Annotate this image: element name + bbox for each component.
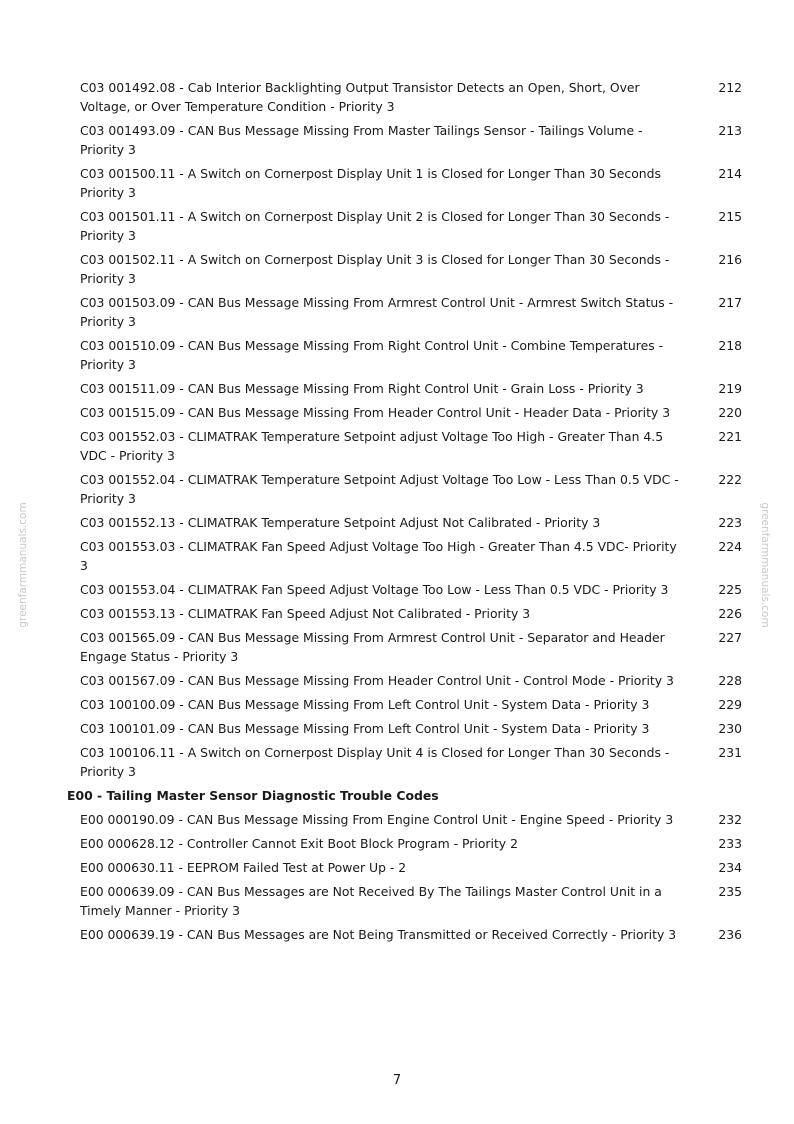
toc-entry-page[interactable]: 231 [718, 745, 742, 760]
toc-entry[interactable] [80, 78, 742, 116]
toc-entry[interactable] [80, 250, 742, 288]
toc-entry[interactable] [80, 882, 742, 920]
toc-entry-page[interactable]: 220 [718, 405, 742, 420]
toc-entry[interactable] [80, 810, 742, 829]
watermark-right: greenfarmmanuals.com [759, 502, 771, 628]
toc-entry[interactable] [80, 537, 742, 575]
toc-entry[interactable] [80, 925, 742, 944]
toc-entry-title[interactable]: C03 001552.03 - CLIMATRAK Temperature Setpoint adjust Voltage Too High - Greater Than 4.5 VDC - Priority 3 [80, 429, 664, 463]
toc-entry-page[interactable]: 226 [718, 606, 742, 621]
toc-entry-page[interactable]: 235 [718, 884, 742, 899]
toc-entry[interactable] [80, 671, 742, 690]
toc-entry-page[interactable]: 223 [718, 515, 742, 530]
toc-entry[interactable] [80, 628, 742, 666]
toc-entry-title[interactable]: E00 000630.11 - EEPROM Failed Test at Power Up - 2 [80, 860, 407, 875]
toc-entry[interactable] [80, 513, 742, 532]
toc-entry-title[interactable]: C03 001493.09 - CAN Bus Message Missing From Master Tailings Sensor - Tailings Volume - Priority 3 [80, 123, 643, 157]
toc-entry-title[interactable]: C03 001552.04 - CLIMATRAK Temperature Setpoint Adjust Voltage Too Low - Less Than 0.5 VDC - Priority 3 [80, 472, 679, 506]
toc-entry-page[interactable]: 215 [718, 209, 742, 224]
toc-entry[interactable] [80, 470, 742, 508]
toc-entry-page[interactable]: 234 [718, 860, 742, 875]
toc-entry-page[interactable]: 213 [718, 123, 742, 138]
toc-entry[interactable] [80, 403, 742, 422]
toc-entry[interactable] [80, 379, 742, 398]
toc-entry-title[interactable]: E00 000639.19 - CAN Bus Messages are Not Being Transmitted or Received Correctly - Priority 3 [80, 927, 677, 942]
toc-entry-title[interactable]: C03 100100.09 - CAN Bus Message Missing From Left Control Unit - System Data - Priority 3 [80, 697, 650, 712]
watermark-left: greenfarmmanuals.com [17, 502, 29, 628]
toc-entry-page[interactable]: 216 [718, 252, 742, 267]
toc-entry[interactable] [80, 604, 742, 623]
toc-entry[interactable] [80, 858, 742, 877]
toc-entry[interactable] [80, 695, 742, 714]
toc-entry[interactable] [80, 293, 742, 331]
toc-entry-title[interactable]: C03 001511.09 - CAN Bus Message Missing From Right Control Unit - Grain Loss - Priority 3 [80, 381, 644, 396]
toc-entry-title[interactable]: C03 001501.11 - A Switch on Cornerpost Display Unit 2 is Closed for Longer Than 30 Seconds - Priority 3 [80, 209, 670, 243]
toc-entry-page[interactable]: 225 [718, 582, 742, 597]
toc-entry-title[interactable]: C03 001515.09 - CAN Bus Message Missing From Header Control Unit - Header Data - Priority 3 [80, 405, 671, 420]
toc-entry-title[interactable]: C03 001492.08 - Cab Interior Backlighting Output Transistor Detects an Open, Short, Over Voltage, or Over Temperature Condition - Priority 3 [80, 80, 640, 114]
toc-entry-page[interactable]: 221 [718, 429, 742, 444]
toc-entry-title[interactable]: C03 100106.11 - A Switch on Cornerpost Display Unit 4 is Closed for Longer Than 30 Seconds - Priority 3 [80, 745, 670, 779]
toc-entry[interactable] [80, 719, 742, 738]
toc-entry-page[interactable]: 228 [718, 673, 742, 688]
toc-entry-page[interactable]: 236 [718, 927, 742, 942]
toc-entry-page[interactable]: 222 [718, 472, 742, 487]
toc-entry-title[interactable]: C03 001503.09 - CAN Bus Message Missing From Armrest Control Unit - Armrest Switch Status - Priority 3 [80, 295, 674, 329]
toc-entry-page[interactable]: 233 [718, 836, 742, 851]
toc-entry-title[interactable]: C03 001510.09 - CAN Bus Message Missing From Right Control Unit - Combine Temperatures - Priority 3 [80, 338, 664, 372]
table-of-contents [67, 78, 742, 949]
toc-entry-title[interactable]: C03 001565.09 - CAN Bus Message Missing From Armrest Control Unit - Separator and Header Engage Status - Priority 3 [80, 630, 665, 664]
toc-entry[interactable] [80, 207, 742, 245]
toc-entry-page[interactable]: 217 [718, 295, 742, 310]
toc-entry-title[interactable]: C03 001553.03 - CLIMATRAK Fan Speed Adjust Voltage Too High - Greater Than 4.5 VDC- Priority 3 [80, 539, 677, 573]
toc-entry-page[interactable]: 219 [718, 381, 742, 396]
toc-entry-page[interactable]: 214 [718, 166, 742, 181]
toc-entry[interactable] [80, 336, 742, 374]
toc-entry-title[interactable]: C03 001552.13 - CLIMATRAK Temperature Setpoint Adjust Not Calibrated - Priority 3 [80, 515, 601, 530]
section-heading[interactable]: E00 - Tailing Master Sensor Diagnostic Trouble Codes [67, 788, 439, 803]
toc-entry-page[interactable]: 229 [718, 697, 742, 712]
toc-entry-title[interactable]: C03 001567.09 - CAN Bus Message Missing From Header Control Unit - Control Mode - Priority 3 [80, 673, 674, 688]
toc-entry-title[interactable]: C03 100101.09 - CAN Bus Message Missing From Left Control Unit - System Data - Priority 3 [80, 721, 650, 736]
toc-entry-title[interactable]: C03 001553.13 - CLIMATRAK Fan Speed Adjust Not Calibrated - Priority 3 [80, 606, 531, 621]
toc-entry[interactable] [80, 834, 742, 853]
toc-entry-title[interactable]: C03 001502.11 - A Switch on Cornerpost Display Unit 3 is Closed for Longer Than 30 Seconds - Priority 3 [80, 252, 670, 286]
toc-group-c03 [80, 78, 742, 781]
toc-entry-title[interactable]: C03 001500.11 - A Switch on Cornerpost Display Unit 1 is Closed for Longer Than 30 Seconds Priority 3 [80, 166, 661, 200]
toc-entry[interactable] [80, 164, 742, 202]
toc-entry-title[interactable]: C03 001553.04 - CLIMATRAK Fan Speed Adjust Voltage Too Low - Less Than 0.5 VDC - Priority 3 [80, 582, 669, 597]
toc-entry-title[interactable]: E00 000628.12 - Controller Cannot Exit Boot Block Program - Priority 2 [80, 836, 518, 851]
toc-entry-page[interactable]: 232 [718, 812, 742, 827]
toc-entry[interactable] [80, 580, 742, 599]
toc-entry[interactable] [80, 427, 742, 465]
toc-entry-page[interactable]: 230 [718, 721, 742, 736]
toc-entry-title[interactable]: E00 000639.09 - CAN Bus Messages are Not Received By The Tailings Master Control Unit in a Timely Manner - Priority 3 [80, 884, 662, 918]
toc-entry-page[interactable]: 212 [718, 80, 742, 95]
toc-group-e00 [80, 810, 742, 944]
toc-entry-title[interactable]: E00 000190.09 - CAN Bus Message Missing From Engine Control Unit - Engine Speed - Priority 3 [80, 812, 674, 827]
toc-entry-page[interactable]: 224 [718, 539, 742, 554]
toc-entry-page[interactable]: 227 [718, 630, 742, 645]
toc-entry[interactable] [80, 121, 742, 159]
toc-entry-page[interactable]: 218 [718, 338, 742, 353]
toc-entry[interactable] [80, 743, 742, 781]
page-number: 7 [392, 1073, 402, 1088]
